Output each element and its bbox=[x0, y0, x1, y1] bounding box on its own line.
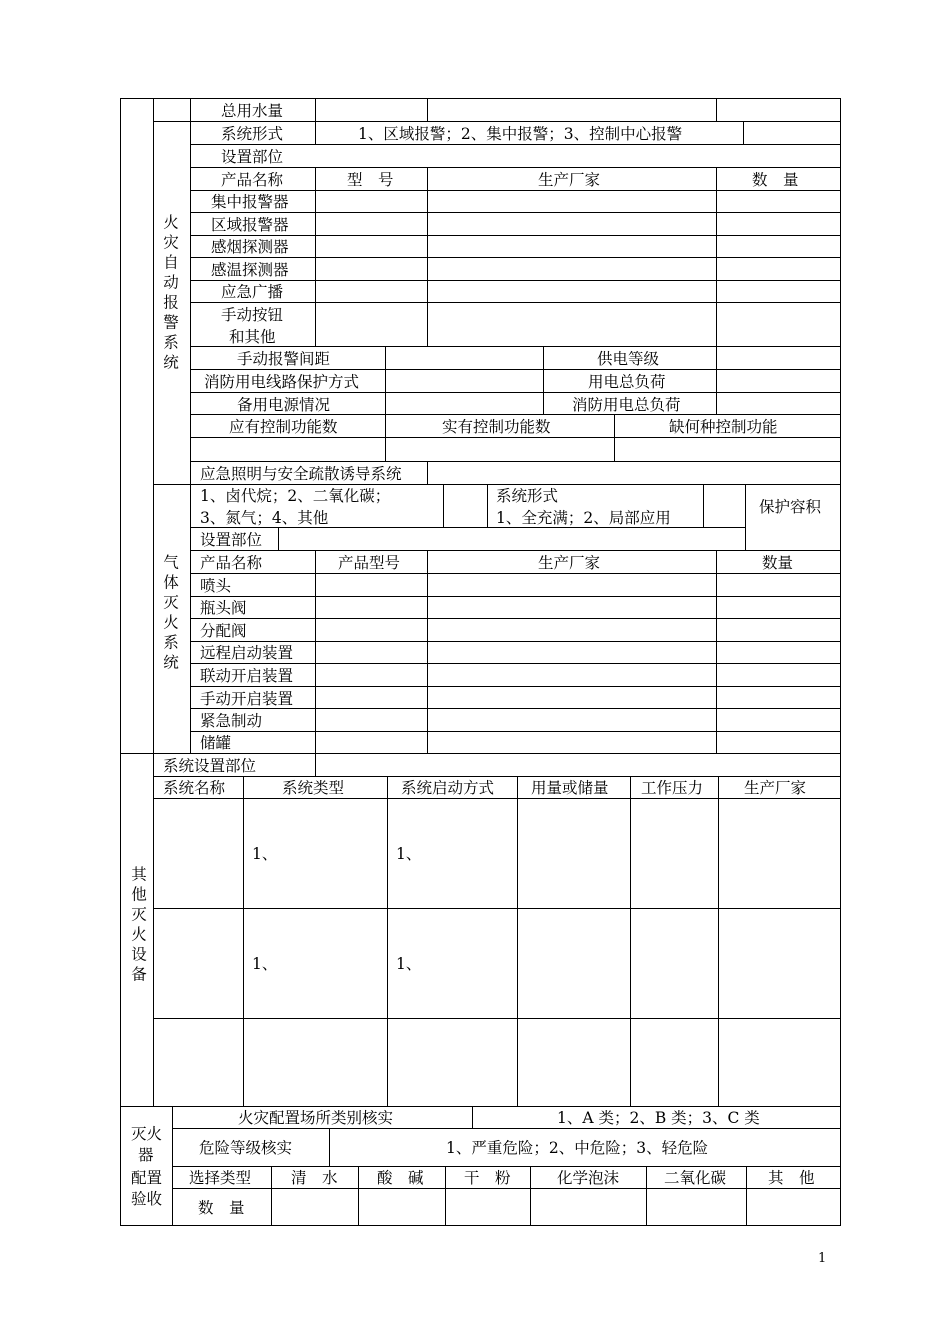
alarm-col-product: 产品名称 bbox=[221, 171, 284, 189]
gas-product: 储罐 bbox=[200, 734, 232, 752]
total-load-label: 用电总负荷 bbox=[588, 373, 666, 391]
other-header: 生产厂家 bbox=[744, 779, 807, 797]
table-rule bbox=[385, 346, 386, 414]
table-rule bbox=[517, 776, 518, 1106]
table-rule bbox=[543, 346, 544, 414]
table-rule bbox=[190, 144, 841, 145]
other-row-type: 1、 bbox=[252, 845, 278, 863]
table-rule bbox=[427, 461, 428, 484]
table-rule bbox=[315, 753, 316, 776]
table-rule bbox=[190, 392, 841, 393]
table-rule bbox=[243, 776, 244, 1106]
table-rule bbox=[120, 1225, 841, 1226]
table-rule bbox=[716, 550, 717, 753]
other-header: 系统类型 bbox=[282, 779, 345, 797]
table-rule bbox=[153, 1018, 841, 1019]
table-rule bbox=[743, 121, 744, 144]
table-rule bbox=[190, 596, 841, 597]
power-grade-label: 供电等级 bbox=[597, 350, 660, 368]
table-rule bbox=[190, 167, 841, 168]
table-rule bbox=[315, 98, 316, 121]
table-rule bbox=[746, 1166, 747, 1226]
gas-product: 分配阀 bbox=[200, 622, 247, 640]
fire-load-label: 消防用电总负荷 bbox=[572, 396, 681, 414]
table-rule bbox=[445, 1166, 446, 1226]
table-rule bbox=[190, 280, 841, 281]
gas-agent-line2: 3、氮气；4、其他 bbox=[200, 509, 329, 527]
alarm-location-label: 设置部位 bbox=[221, 148, 284, 166]
table-rule bbox=[315, 167, 316, 346]
ctrl-actual-label: 实有控制功能数 bbox=[442, 418, 551, 436]
table-rule bbox=[630, 776, 631, 1106]
alarm-product: 集中报警器 bbox=[211, 193, 289, 211]
table-rule bbox=[190, 618, 841, 619]
table-rule bbox=[190, 302, 841, 303]
gas-product: 远程启动装置 bbox=[200, 644, 294, 662]
table-rule bbox=[840, 98, 841, 1226]
ext-type: 干 粉 bbox=[464, 1169, 511, 1187]
other-header: 用量或储量 bbox=[531, 779, 609, 797]
ext-section-line1: 灭火 bbox=[131, 1125, 163, 1143]
other-section-title: 其他灭火设备 bbox=[129, 866, 147, 986]
alarm-product: 感烟探测器 bbox=[211, 238, 289, 256]
class-options: 1、A 类；2、B 类；3、C 类 bbox=[557, 1109, 760, 1127]
ext-type: 二氧化碳 bbox=[664, 1169, 727, 1187]
type-label: 选择类型 bbox=[189, 1169, 252, 1187]
table-rule bbox=[190, 461, 841, 462]
qty-label: 数 量 bbox=[198, 1199, 245, 1217]
table-rule bbox=[646, 1166, 647, 1226]
gas-agent-line1: 1、卤代烷；2、二氧化碳； bbox=[200, 487, 391, 505]
ctrl-missing-label: 缺何种控制功能 bbox=[669, 418, 778, 436]
ext-section-line2: 器 bbox=[138, 1146, 154, 1164]
table-rule bbox=[472, 1106, 473, 1128]
table-rule bbox=[427, 98, 428, 121]
table-rule bbox=[190, 257, 841, 258]
table-rule bbox=[271, 1166, 272, 1226]
table-rule bbox=[530, 1166, 531, 1226]
alarm-product: 和其他 bbox=[229, 328, 276, 346]
other-row-type: 1、 bbox=[252, 955, 278, 973]
other-header: 工作压力 bbox=[641, 779, 704, 797]
table-rule bbox=[315, 550, 316, 753]
table-rule bbox=[190, 414, 841, 415]
gas-col-product: 产品名称 bbox=[200, 554, 263, 572]
ctrl-should-label: 应有控制功能数 bbox=[229, 418, 338, 436]
gas-sys-form-label: 系统形式 bbox=[496, 487, 559, 505]
gas-product: 喷头 bbox=[200, 577, 232, 595]
manual-spacing-label: 手动报警间距 bbox=[237, 350, 331, 368]
table-rule bbox=[190, 437, 841, 438]
table-rule bbox=[614, 414, 615, 461]
ext-section-line4: 验收 bbox=[131, 1190, 163, 1208]
table-rule bbox=[190, 708, 841, 709]
table-rule bbox=[190, 235, 841, 236]
table-rule bbox=[190, 663, 841, 664]
table-rule bbox=[172, 1188, 841, 1189]
table-rule bbox=[190, 550, 841, 551]
table-rule bbox=[190, 98, 191, 121]
gas-product: 紧急制动 bbox=[200, 712, 263, 730]
line-protect-label: 消防用电线路保护方式 bbox=[204, 373, 360, 391]
gas-product: 联动开启装置 bbox=[200, 667, 294, 685]
table-rule bbox=[153, 121, 841, 122]
alarm-product: 手动按钮 bbox=[221, 306, 284, 324]
gas-col-maker: 生产厂家 bbox=[538, 554, 601, 572]
table-rule bbox=[153, 484, 841, 485]
table-rule bbox=[387, 776, 388, 1106]
alarm-sys-form-label: 系统形式 bbox=[221, 125, 284, 143]
alarm-section-title: 火灾自动报警系统 bbox=[161, 214, 179, 374]
table-rule bbox=[385, 414, 386, 461]
water-label: 总用水量 bbox=[221, 102, 284, 120]
alarm-sys-form-options: 1、区域报警；2、集中报警；3、控制中心报警 bbox=[358, 125, 683, 143]
gas-sys-form-options: 1、全充满；2、局部应用 bbox=[496, 509, 671, 527]
table-rule bbox=[190, 731, 841, 732]
table-rule bbox=[120, 1106, 841, 1107]
other-row-start: 1、 bbox=[396, 955, 422, 973]
table-rule bbox=[190, 190, 841, 191]
table-rule bbox=[153, 798, 841, 799]
table-rule bbox=[190, 573, 841, 574]
gas-location-label: 设置部位 bbox=[200, 531, 263, 549]
alarm-col-qty: 数 量 bbox=[752, 171, 799, 189]
table-rule bbox=[427, 167, 428, 346]
other-location-label: 系统设置部位 bbox=[163, 757, 257, 775]
ext-type: 清 水 bbox=[291, 1169, 338, 1187]
gas-product: 瓶头阀 bbox=[200, 599, 247, 617]
risk-check-label: 危险等级核实 bbox=[199, 1139, 293, 1157]
ext-type: 其 他 bbox=[768, 1169, 815, 1187]
table-rule bbox=[120, 98, 841, 99]
ext-section-line3: 配置 bbox=[131, 1169, 163, 1187]
gas-col-model: 产品型号 bbox=[338, 554, 401, 572]
table-rule bbox=[172, 1166, 841, 1167]
alarm-col-model: 型 号 bbox=[347, 171, 394, 189]
table-rule bbox=[120, 98, 121, 1226]
gas-col-qty: 数量 bbox=[762, 554, 794, 572]
table-rule bbox=[358, 1166, 359, 1226]
other-row-start: 1、 bbox=[396, 845, 422, 863]
table-rule bbox=[153, 776, 841, 777]
table-rule bbox=[329, 1128, 330, 1166]
table-rule bbox=[716, 346, 717, 414]
protect-volume-label: 保护容积 bbox=[759, 498, 822, 516]
alarm-product: 区域报警器 bbox=[211, 216, 289, 234]
alarm-product: 应急广播 bbox=[221, 283, 284, 301]
other-header: 系统名称 bbox=[163, 779, 226, 797]
other-header: 系统启动方式 bbox=[401, 779, 495, 797]
table-rule bbox=[278, 527, 279, 550]
table-rule bbox=[745, 484, 746, 550]
table-rule bbox=[153, 98, 154, 1106]
page-number: 1 bbox=[818, 1251, 827, 1266]
table-rule bbox=[190, 686, 841, 687]
alarm-col-maker: 生产厂家 bbox=[538, 171, 601, 189]
table-rule bbox=[190, 527, 745, 528]
class-check-label: 火灾配置场所类别核实 bbox=[238, 1109, 394, 1127]
table-rule bbox=[153, 908, 841, 909]
alarm-product: 感温探测器 bbox=[211, 261, 289, 279]
table-rule bbox=[703, 484, 704, 527]
table-rule bbox=[190, 346, 841, 347]
gas-product: 手动开启装置 bbox=[200, 690, 294, 708]
ext-type: 化学泡沫 bbox=[557, 1169, 620, 1187]
table-rule bbox=[443, 484, 444, 527]
table-rule bbox=[190, 212, 841, 213]
table-rule bbox=[315, 121, 316, 144]
table-rule bbox=[190, 641, 841, 642]
emergency-label: 应急照明与安全疏散诱导系统 bbox=[200, 465, 402, 483]
ext-type: 酸 碱 bbox=[377, 1169, 424, 1187]
table-rule bbox=[190, 369, 841, 370]
table-rule bbox=[718, 776, 719, 1106]
table-rule bbox=[716, 98, 717, 121]
table-rule bbox=[716, 167, 717, 346]
table-rule bbox=[120, 753, 841, 754]
backup-power-label: 备用电源情况 bbox=[237, 396, 331, 414]
gas-section-title: 气体灭火系统 bbox=[161, 554, 179, 674]
table-rule bbox=[427, 550, 428, 753]
table-rule bbox=[487, 484, 488, 527]
table-rule bbox=[172, 1128, 841, 1129]
risk-options: 1、严重危险；2、中危险；3、轻危险 bbox=[446, 1139, 709, 1157]
